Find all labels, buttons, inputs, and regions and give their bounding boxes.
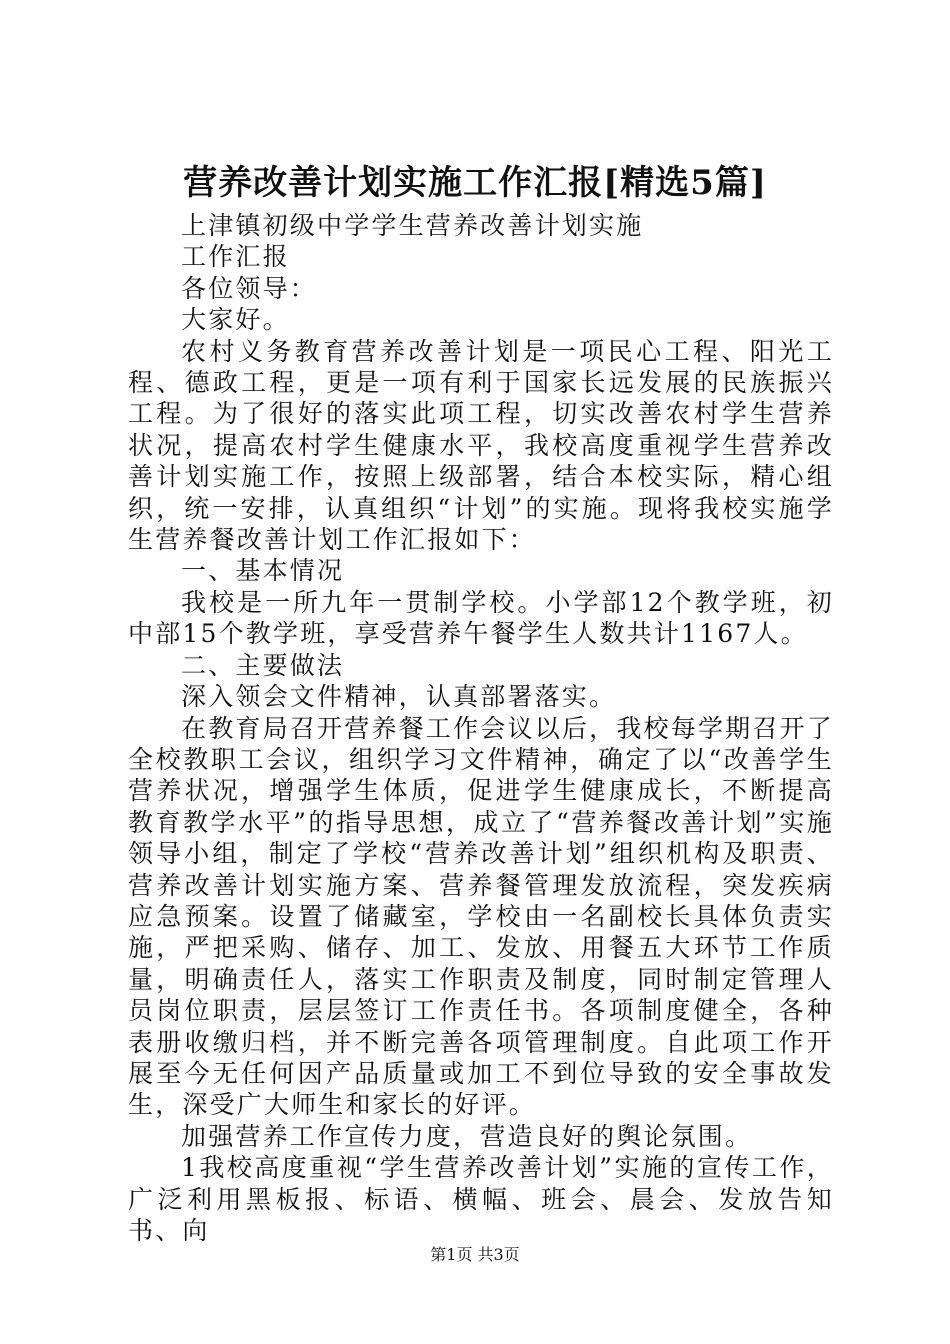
paragraph-subheading-documents: 深入领会文件精神，认真部署落实。 [181, 682, 617, 712]
document-title: 营养改善计划实施工作汇报[精选5篇] [183, 163, 767, 203]
section-heading-basic-info: 一、基本情况 [181, 556, 345, 586]
paragraph-report-label: 工作汇报 [181, 242, 290, 272]
section-heading-main-practices: 二、主要做法 [181, 650, 345, 680]
paragraph-school-name: 上津镇初级中学学生营养改善计划实施 [181, 211, 644, 240]
paragraph-publicity: 1我校高度重视“学生营养改善计划”实施的宣传工作，广泛利用黑板报、标语、横幅、班会、晨会、发放告知书、向 [128, 1153, 834, 1245]
document-body [128, 210, 834, 1246]
page-footer: 第1页 共3页 [430, 1245, 520, 1264]
paragraph-basic-info: 我校是一所九年一贯制学校。小学部12个教学班，初中部15个教学班，享受营养午餐学生人数共计1167人。 [128, 587, 834, 649]
paragraph-introduction: 农村义务教育营养改善计划是一项民心工程、阳光工程、德政工程，更是一项有利于国家长远发展的民族振兴工程。为了很好的落实此项工程，切实改善农村学生营养状况，提高农村学生健康水平，我校高度重视学生营养改善计划实施工作，按照上级部署，结合本校实际，精心组织，统一安排，认真组织“计划”的实施。现将我校实施学生营养餐改善计划工作汇报如下： [128, 336, 834, 555]
paragraph-subheading-publicity: 加强营养工作宣传力度，营造良好的舆论氛围。 [181, 1121, 753, 1151]
paragraph-implementation: 在教育局召开营养餐工作会议以后，我校每学期召开了全校教职工会议，组织学习文件精神，确定了以“改善学生营养状况，增强学生体质，促进学生健康成长，不断提高教育教学水平”的指导思想，成立了“营养餐改善计划”实施领导小组，制定了学校“营养改善计划”组织机构及职责、营养改善计划实施方案、营养餐管理发放流程，突发疾病应急预案。设置了储藏室，学校由一名副校长具体负责实施，严把采购、储存、加工、发放、用餐五大环节工作质量，明确责任人，落实工作职责及制度，同时制定管理人员岗位职责，层层签订工作责任书。各项制度健全，各种表册收缴归档，并不断完善各项管理制度。自此项工作开展至今无任何因产品质量或加工不到位导致的安全事故发生，深受广大师生和家长的好评。 [128, 713, 834, 1120]
paragraph-salutation: 各位领导： [181, 273, 318, 303]
paragraph-greeting: 大家好。 [181, 305, 290, 335]
